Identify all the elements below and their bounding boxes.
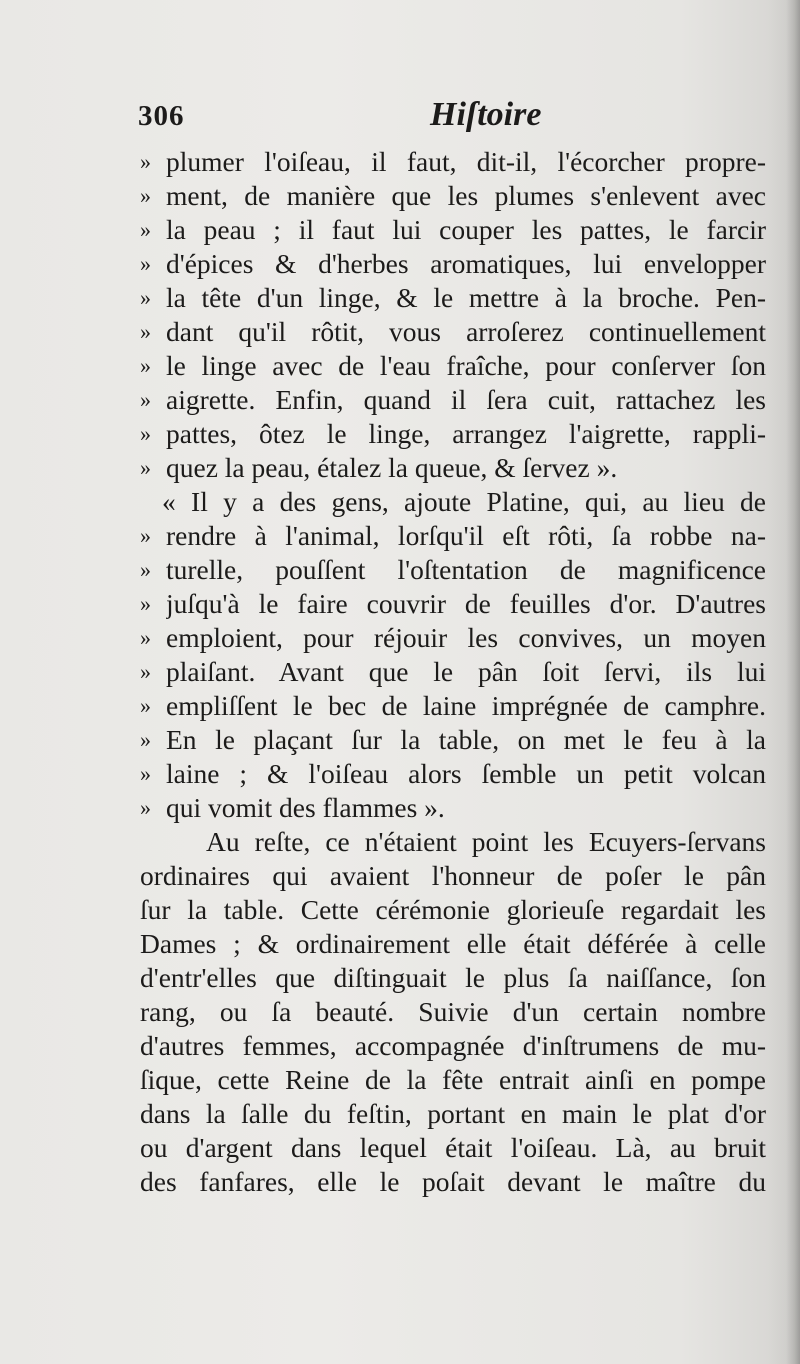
line-text: d'entr'elles que diſtinguait le plus ſa naiſſance, ſon (140, 962, 766, 993)
text-line (140, 723, 766, 757)
text-line (140, 859, 766, 893)
line-text: quez la peau, étalez la queue, & ſervez ». (166, 452, 618, 483)
text-line (140, 519, 766, 553)
text-line (140, 1029, 766, 1063)
quote-mark: » (140, 727, 151, 752)
quote-mark: » (140, 625, 151, 650)
quote-mark: » (140, 387, 151, 412)
line-text: empliſſent le bec de laine imprégnée de camphre. (166, 690, 766, 721)
quote-mark: » (140, 285, 151, 310)
text-line (140, 213, 766, 247)
text-line (140, 995, 766, 1029)
line-text: ordinaires qui avaient l'honneur de poſer le pân (140, 860, 766, 891)
text-line (140, 927, 766, 961)
text-line (140, 757, 766, 791)
quote-mark: » (140, 251, 151, 276)
line-text: ſique, cette Reine de la fête entrait ainſi en pompe (140, 1064, 766, 1095)
text-line (140, 485, 766, 519)
line-text: dans la ſalle du feſtin, portant en main le plat d'or (140, 1098, 766, 1129)
line-text-inner: Il y a des gens, ajoute Platine, qui, au lieu de (191, 486, 766, 517)
text-line (140, 315, 766, 349)
text-line (140, 961, 766, 995)
line-text: d'épices & d'herbes aromatiques, lui envelopper (166, 248, 766, 279)
text-line (140, 1097, 766, 1131)
quote-mark: » (140, 557, 151, 582)
line-text: plumer l'oiſeau, il faut, dit-il, l'écorcher propre- (166, 146, 766, 177)
text-line (140, 587, 766, 621)
line-text: des fanfares, elle le poſait devant le maître du (140, 1166, 766, 1197)
quote-mark: » (140, 795, 151, 820)
line-text: emploient, pour réjouir les convives, un moyen (166, 622, 766, 653)
text-line (140, 825, 766, 859)
text-line (140, 451, 766, 485)
line-text (162, 485, 766, 519)
line-text: ment, de manière que les plumes s'enlevent avec (166, 180, 766, 211)
line-text: dant qu'il rôtit, vous arroſerez continuellement (166, 316, 766, 347)
line-text: plaiſant. Avant que le pân ſoit ſervi, ils lui (166, 656, 766, 687)
quote-mark: » (140, 319, 151, 344)
quote-mark: » (140, 149, 151, 174)
page-number: 306 (138, 100, 185, 132)
text-line (140, 145, 766, 179)
page-edge-shadow (786, 0, 800, 1364)
text-line (140, 247, 766, 281)
text-line (140, 655, 766, 689)
quote-mark: » (140, 761, 151, 786)
quote-mark: » (140, 523, 151, 548)
quote-mark (140, 485, 162, 519)
text-line (140, 281, 766, 315)
quote-mark: » (140, 217, 151, 242)
line-text: la tête d'un linge, & le mettre à la broche. Pen- (166, 282, 766, 313)
quote-mark (140, 825, 166, 859)
text-line (140, 689, 766, 723)
line-text: turelle, pouſſent l'oſtentation de magnificence (166, 554, 766, 585)
text-line (140, 791, 766, 825)
text-line (140, 621, 766, 655)
text-line (140, 349, 766, 383)
quote-mark: » (140, 693, 151, 718)
line-text: la peau ; il faut lui couper les pattes, le farcir (166, 214, 766, 245)
body-text (140, 145, 766, 1199)
quote-mark: » (140, 421, 151, 446)
line-text: Dames ; & ordinairement elle était déférée à celle (140, 928, 766, 959)
line-text: d'autres femmes, accompagnée d'inſtrumens de mu- (140, 1030, 766, 1061)
quote-mark: » (140, 353, 151, 378)
line-text: laine ; & l'oiſeau alors ſemble un petit volcan (166, 758, 766, 789)
text-line (140, 1063, 766, 1097)
text-line (140, 1131, 766, 1165)
text-line (140, 179, 766, 213)
text-line (140, 553, 766, 587)
line-text: rendre à l'animal, lorſqu'il eſt rôti, ſa robbe na- (166, 520, 766, 551)
quote-mark: » (140, 659, 151, 684)
line-text: aigrette. Enfin, quand il ſera cuit, rattachez les (166, 384, 766, 415)
line-text: pattes, ôtez le linge, arrangez l'aigrette, rappli- (166, 418, 766, 449)
line-text: rang, ou ſa beauté. Suivie d'un certain nombre (140, 996, 766, 1027)
text-line (140, 1165, 766, 1199)
line-text: juſqu'à le faire couvrir de feuilles d'or. D'autres (166, 588, 766, 619)
line-text: le linge avec de l'eau fraîche, pour conſerver ſon (166, 350, 766, 381)
page-header (138, 96, 778, 140)
open-quote-mark: « (162, 486, 176, 517)
quote-mark: » (140, 455, 151, 480)
text-line (140, 893, 766, 927)
line-text: qui vomit des flammes ». (166, 792, 445, 823)
running-title: Hiſtoire (430, 96, 542, 133)
text-line (140, 417, 766, 451)
line-text: En le plaçant ſur la table, on met le feu à la (166, 724, 766, 755)
quote-mark: » (140, 183, 151, 208)
line-text: ſur la table. Cette cérémonie glorieuſe regardait les (140, 894, 766, 925)
text-line (140, 383, 766, 417)
line-text: Au reſte, ce n'étaient point les Ecuyers-ſervans (206, 826, 766, 857)
quote-mark: » (140, 591, 151, 616)
line-text: ou d'argent dans lequel était l'oiſeau. Là, au bruit (140, 1132, 766, 1163)
